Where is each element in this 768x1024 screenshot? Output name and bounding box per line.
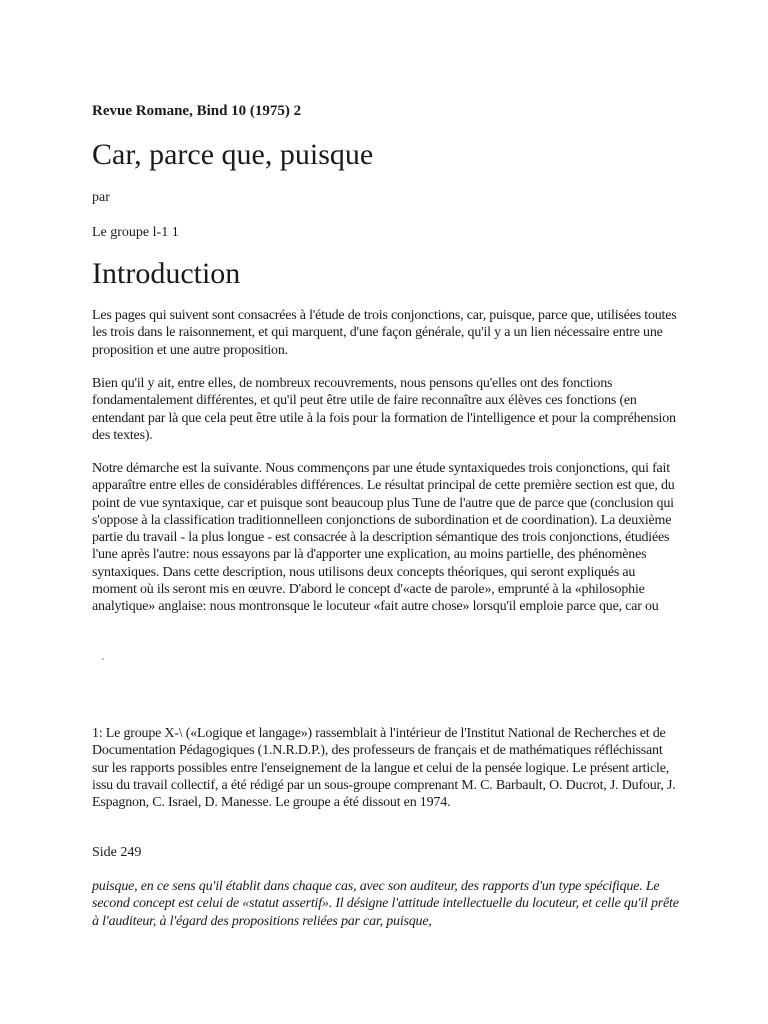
section-heading-introduction: Introduction <box>92 257 241 290</box>
paragraph-1: Les pages qui suivent sont consacrées à l'étude de trois conjonctions, car, puisque, parce que, utilisées toutes les trois dans le raisonnement, et qui marquent, d'une façon générale, qu'il y a un lien nécessaire entre une proposition et une autre proposition. <box>92 308 677 358</box>
paragraph-2: Bien qu'il y ait, entre elles, de nombreux recouvrements, nous pensons qu'elles ont des fonctions fondamentalement différentes, et qu'il peut être utile de faire reconnaître aux élèves ces fonctions (en entendant par là que cela peut être utile à la fois pour la formation de l'intelligence et pour la compréhension des textes). <box>92 376 676 443</box>
paragraph-3: Notre démarche est la suivante. Nous commençons par une étude syntaxiquedes trois conjonctions, qui fait apparaître entre elles de considérables différences. Le résultat principal de cette première section est que, du point de vue syntaxique, car et puisque sont beaucoup plus Tune de l'autre que de parce que (conclusion qui s'oppose à la classification traditionnelleen conjonctions de subordination et de coordination). La deuxième partie du travail - la plus longue - est consacrée à la description sémantique des trois conjonctions, étudiées l'une après l'autre: nous essayons par là d'apporter une explication, au moins partielle, des phénomènes syntaxiques. Dans cette description, nous utilisons deux concepts théoriques, qui seront expliqués au moment où ils seront mis en œuvre. D'abord le concept d'«acte de parole», emprunté à la «philosophie analytique» anglaise: nous montronsque le locuteur «fait autre chose» lorsqu'il emploie parce que, car ou <box>92 461 675 615</box>
by-line: par <box>92 190 110 205</box>
scan-artifact-mark <box>102 658 104 660</box>
continuation-paragraph: puisque, en ce sens qu'il établit dans chaque cas, avec son auditeur, des rapports d'un type spécifique. Le second concept est celui de «statut assertif». Il désigne l'attitude intellectuelle du locuteur, et celle qu'il prête à l'auditeur, à l'égard des propositions reliées par car, puisque, <box>92 879 679 929</box>
article-title: Car, parce que, puisque <box>92 138 374 171</box>
footnote-1: 1: Le groupe X-\ («Logique et langage») rassemblait à l'intérieur de l'Institut National de Recherches et de Documentation Pédagogiques (1.N.R.D.P.), des professeurs de français et de mathématiques réfléchissant sur les rapports possibles entre l'enseignement de la langue et celui de la pensée logique. Le présent article, issu du travail collectif, a été rédigé par un sous-groupe comprenant M. C. Barbault, O. Ducrot, J. Dufour, J. Espagnon, C. Israel, D. Manesse. Le groupe a été dissout en 1974. <box>92 726 676 811</box>
author-name: Le groupe l-1 1 <box>92 225 179 240</box>
page-number-label: Side 249 <box>92 845 142 860</box>
journal-reference: Revue Romane, Bind 10 (1975) 2 <box>92 103 302 119</box>
